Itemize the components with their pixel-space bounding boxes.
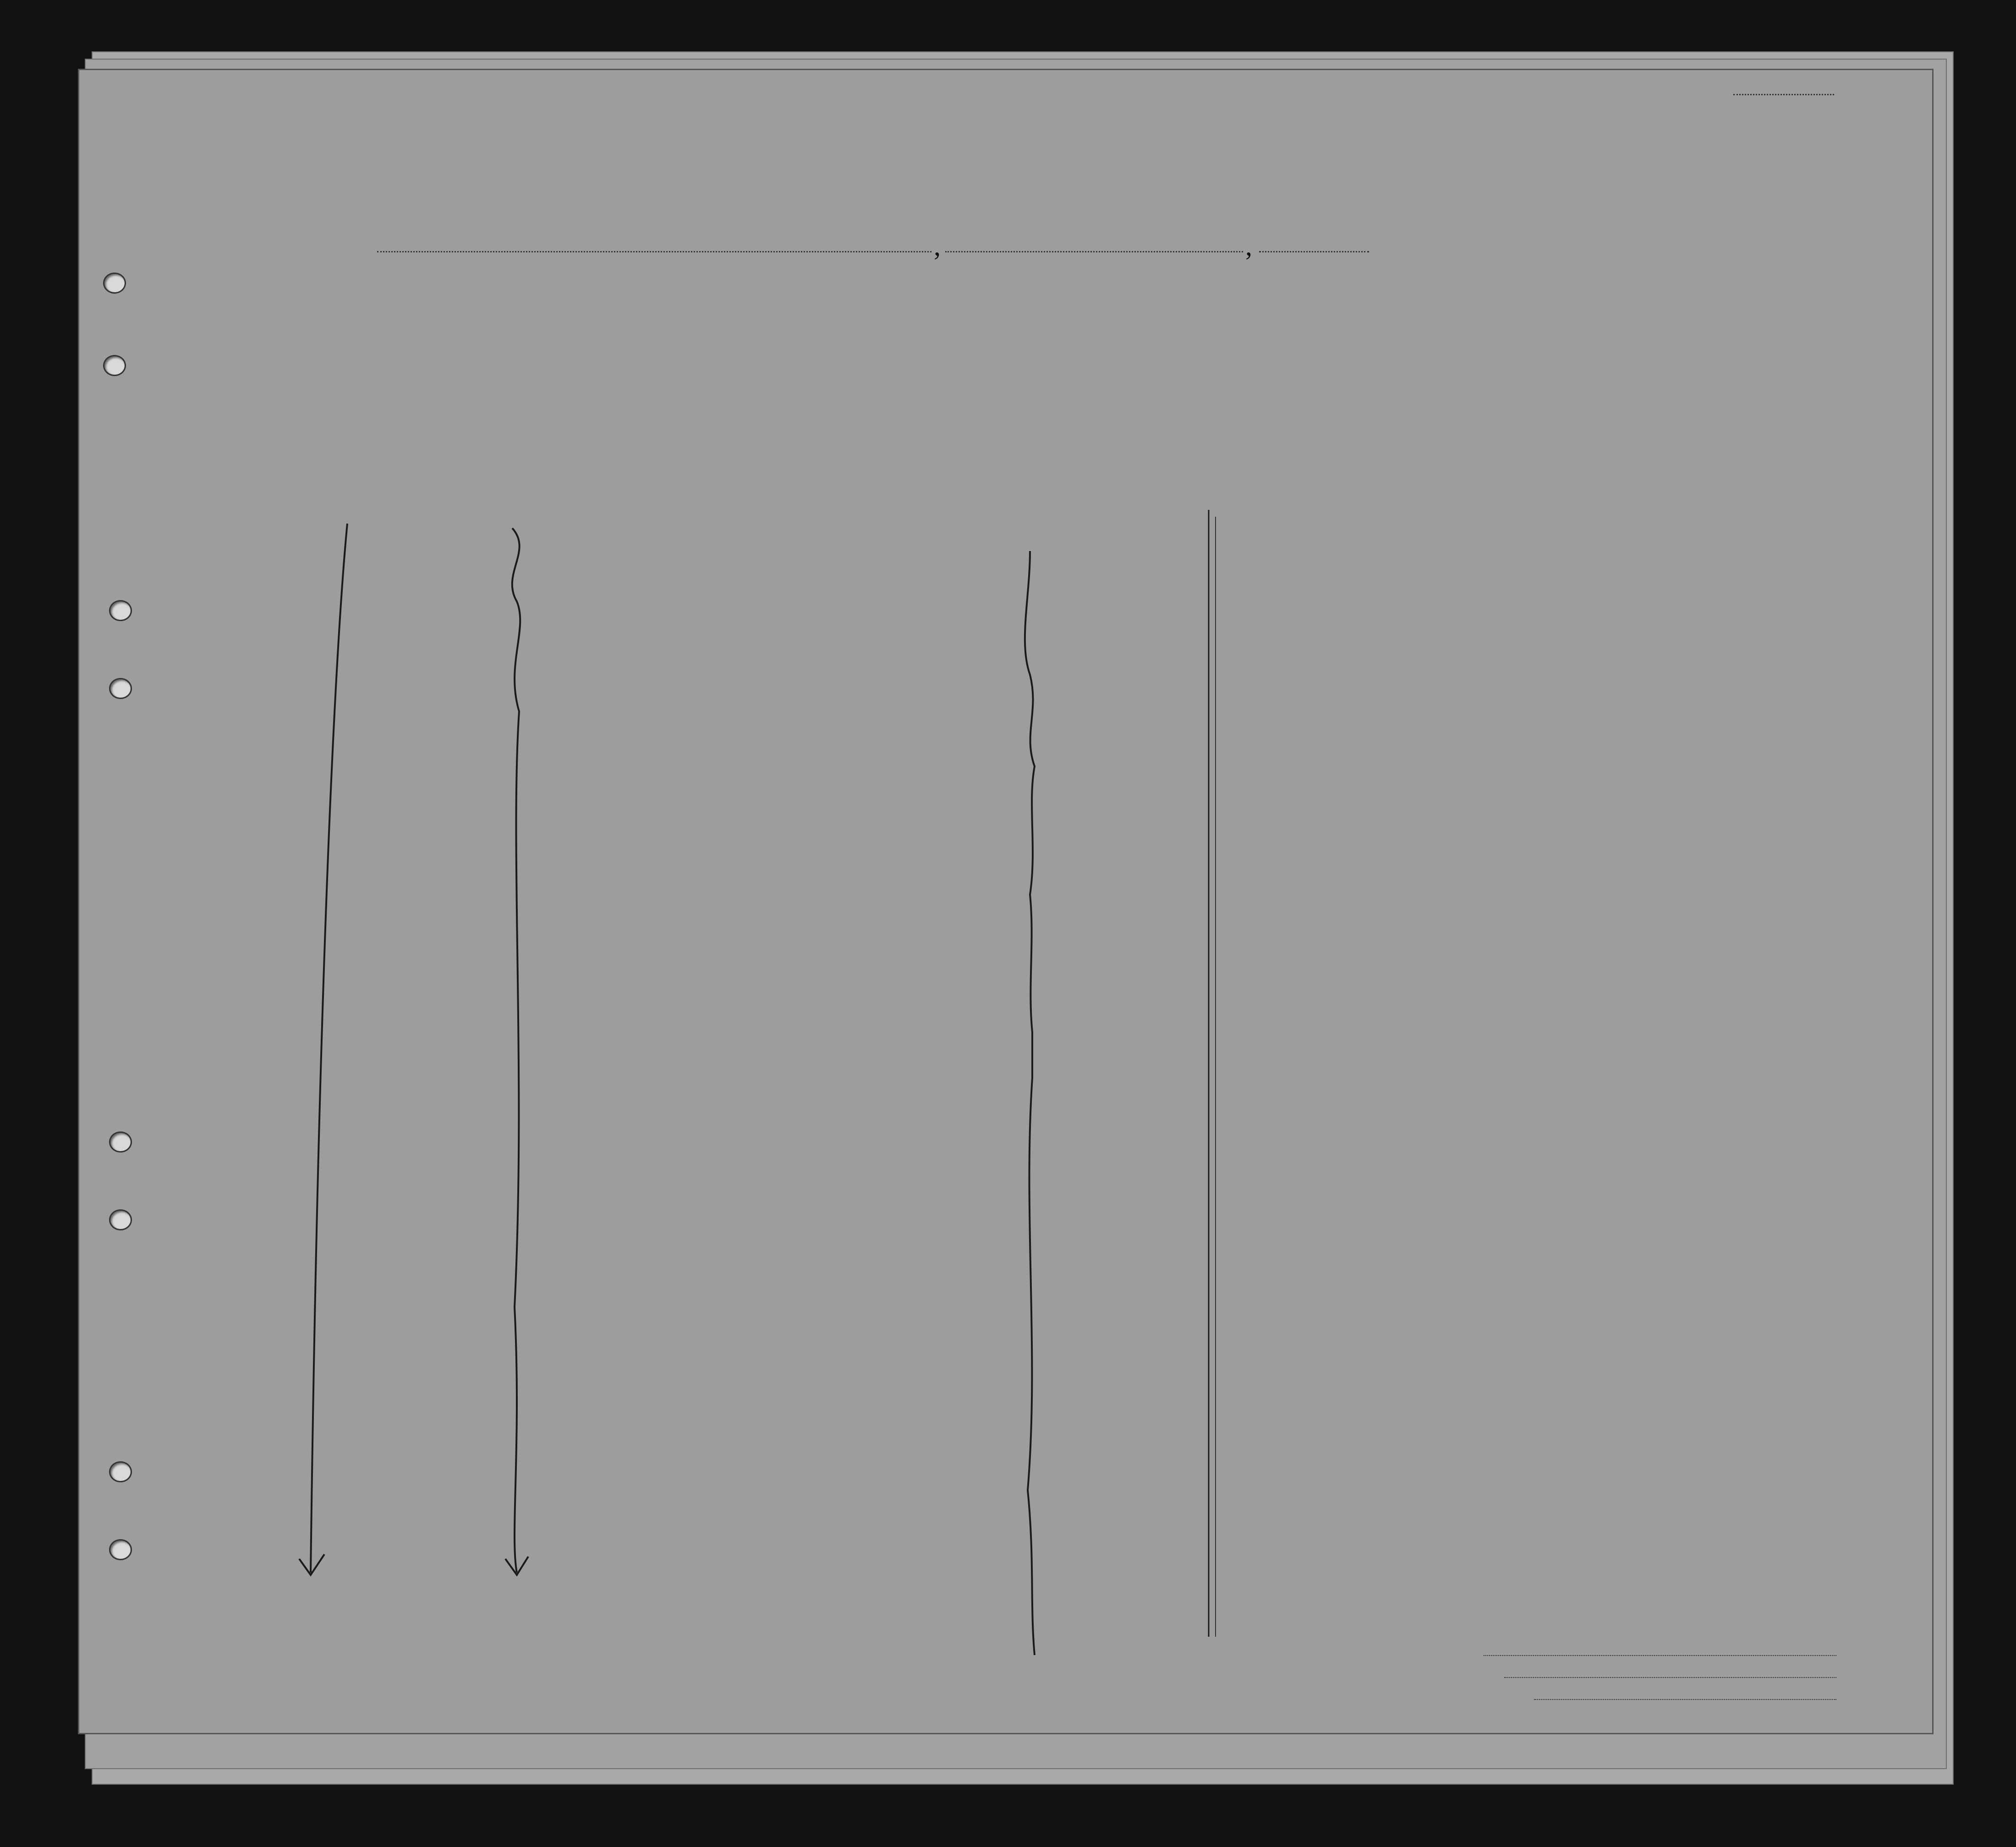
- manifest-sheet: [78, 69, 1934, 1734]
- binder-hole-3: [109, 600, 132, 621]
- binder-hole-8: [109, 1539, 132, 1560]
- binder-hole-2: [103, 355, 126, 376]
- comma: ,: [934, 231, 941, 261]
- ditto-marks: [79, 70, 1932, 1733]
- binder-hole-4: [109, 678, 132, 699]
- binder-hole-1: [103, 273, 126, 294]
- signature-agents-field: [1534, 1699, 1836, 1700]
- ditto-line-col18: [512, 528, 520, 1573]
- signature-owners-field: [1504, 1677, 1836, 1678]
- binder-hole-7: [109, 1461, 132, 1482]
- signature-line-field: [1484, 1655, 1836, 1656]
- ditto-line-col17: [311, 524, 347, 1573]
- binder-hole-6: [109, 1209, 132, 1230]
- comma-2: ,: [1245, 231, 1252, 261]
- binder-hole-5: [109, 1131, 132, 1153]
- ditto-arrow-col17: [299, 1554, 324, 1575]
- ditto-line-col23: [1025, 551, 1035, 1655]
